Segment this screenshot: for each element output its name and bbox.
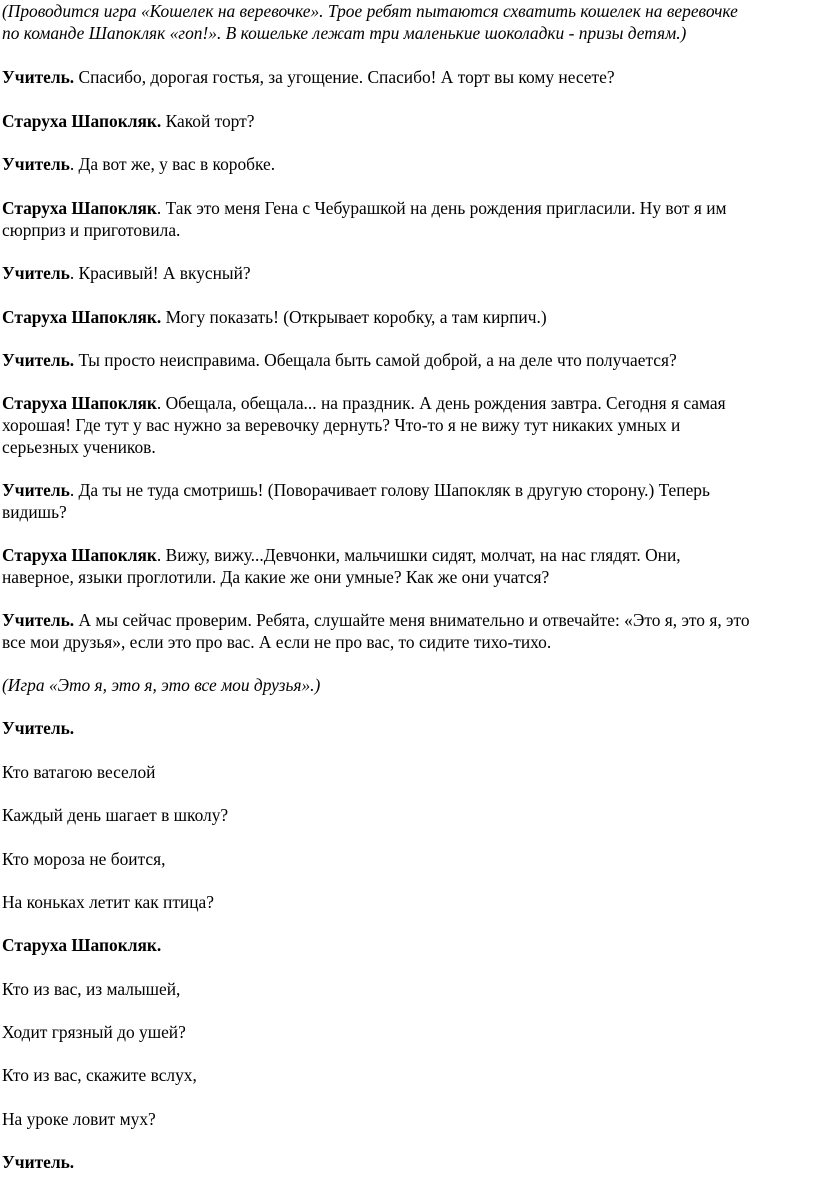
dialogue-line bbox=[2, 110, 254, 132]
speech-text: Какой торт? bbox=[161, 111, 255, 131]
dialogue-line bbox=[2, 153, 275, 175]
speech-text: . Да ты не туда смотришь! (Поворачивает голову Шапокляк в другую сторону.) Теперь bbox=[69, 480, 710, 500]
dialogue-line bbox=[2, 349, 677, 371]
dialogue-line bbox=[2, 197, 727, 219]
dialogue-line bbox=[2, 66, 615, 88]
dialogue-line bbox=[2, 544, 681, 566]
speech-text: все мои друзья», если это про вас. А если не про вас, то сидите тихо-тихо. bbox=[2, 632, 552, 652]
dialogue-line bbox=[2, 609, 750, 631]
speaker-name: Учитель bbox=[2, 480, 70, 500]
poem-line: Кто из вас, скажите вслух, bbox=[2, 1065, 197, 1085]
speaker-name: Старуха Шапокляк bbox=[2, 545, 157, 565]
speech-text: Могу показать! (Открывает коробку, а там кирпич.) bbox=[161, 307, 547, 327]
intro-line-1: (Проводится игра «Кошелек на веревочке». Трое ребят пытаются схватить кошелек на веревочке bbox=[2, 1, 738, 21]
poem-line: Каждый день шагает в школу? bbox=[2, 805, 229, 825]
speech-text: сюрприз и приготовила. bbox=[2, 220, 181, 240]
poem-line: Кто мороза не боится, bbox=[2, 849, 166, 869]
speaker-name: Старуха Шапокляк bbox=[2, 393, 157, 413]
speaker-name: Учитель. bbox=[2, 350, 75, 370]
speech-text: . Да вот же, у вас в коробке. bbox=[69, 154, 276, 174]
speaker-name: Учитель bbox=[2, 154, 70, 174]
speech-text: . Так это меня Гена с Чебурашкой на день рождения пригласили. Ну вот я им bbox=[156, 198, 727, 218]
intro-line-2: по команде Шапокляк «гоп!». В кошельке лежат три маленькие шоколадки - призы детям.) bbox=[2, 23, 687, 43]
poem-line: Кто из вас, из малышей, bbox=[2, 979, 181, 999]
speaker-name: Учитель. bbox=[2, 718, 75, 738]
speech-text: Ты просто неисправима. Обещала быть самой доброй, а на деле что получается? bbox=[74, 350, 677, 370]
poem-line: На уроке ловит мух? bbox=[2, 1109, 156, 1129]
game-note: (Игра «Это я, это я, это все мои друзья».) bbox=[2, 675, 321, 695]
speech-text: видишь? bbox=[2, 502, 67, 522]
speaker-name: Учитель. bbox=[2, 67, 75, 87]
speaker-name: Старуха Шапокляк. bbox=[2, 111, 162, 131]
dialogue-line bbox=[2, 262, 251, 284]
poem-line: На коньках летит как птица? bbox=[2, 892, 214, 912]
dialogue-line bbox=[2, 392, 726, 414]
dialogue-line bbox=[2, 479, 710, 501]
speaker-name: Старуха Шапокляк. bbox=[2, 935, 162, 955]
speech-text: серьезных учеников. bbox=[2, 437, 156, 457]
poem-line: Кто ватагою веселой bbox=[2, 762, 156, 782]
speech-text: . Обещала, обещала... на праздник. А день рождения завтра. Сегодня я самая bbox=[156, 393, 726, 413]
speaker-name: Учитель. bbox=[2, 610, 75, 630]
poem-line: Ходит грязный до ушей? bbox=[2, 1022, 186, 1042]
speech-text: хорошая! Где тут у вас нужно за веревочку дернуть? Что-то я не вижу тут никаких умных и bbox=[2, 415, 681, 435]
dialogue-line bbox=[2, 306, 547, 328]
speech-text: . Вижу, вижу...Девчонки, мальчишки сидят, молчат, на нас глядят. Они, bbox=[156, 545, 681, 565]
speaker-name: Старуха Шапокляк bbox=[2, 198, 157, 218]
speaker-name: Учитель bbox=[2, 263, 70, 283]
speech-text: А мы сейчас проверим. Ребята, слушайте меня внимательно и отвечайте: «Это я, это я, это bbox=[74, 610, 750, 630]
speech-text: Спасибо, дорогая гостья, за угощение. Спасибо! А торт вы кому несете? bbox=[74, 67, 615, 87]
speaker-name: Учитель. bbox=[2, 1152, 75, 1172]
speech-text: . Красивый! А вкусный? bbox=[69, 263, 251, 283]
speech-text: наверное, языки проглотили. Да какие же они умные? Как же они учатся? bbox=[2, 567, 550, 587]
speaker-name: Старуха Шапокляк. bbox=[2, 307, 162, 327]
